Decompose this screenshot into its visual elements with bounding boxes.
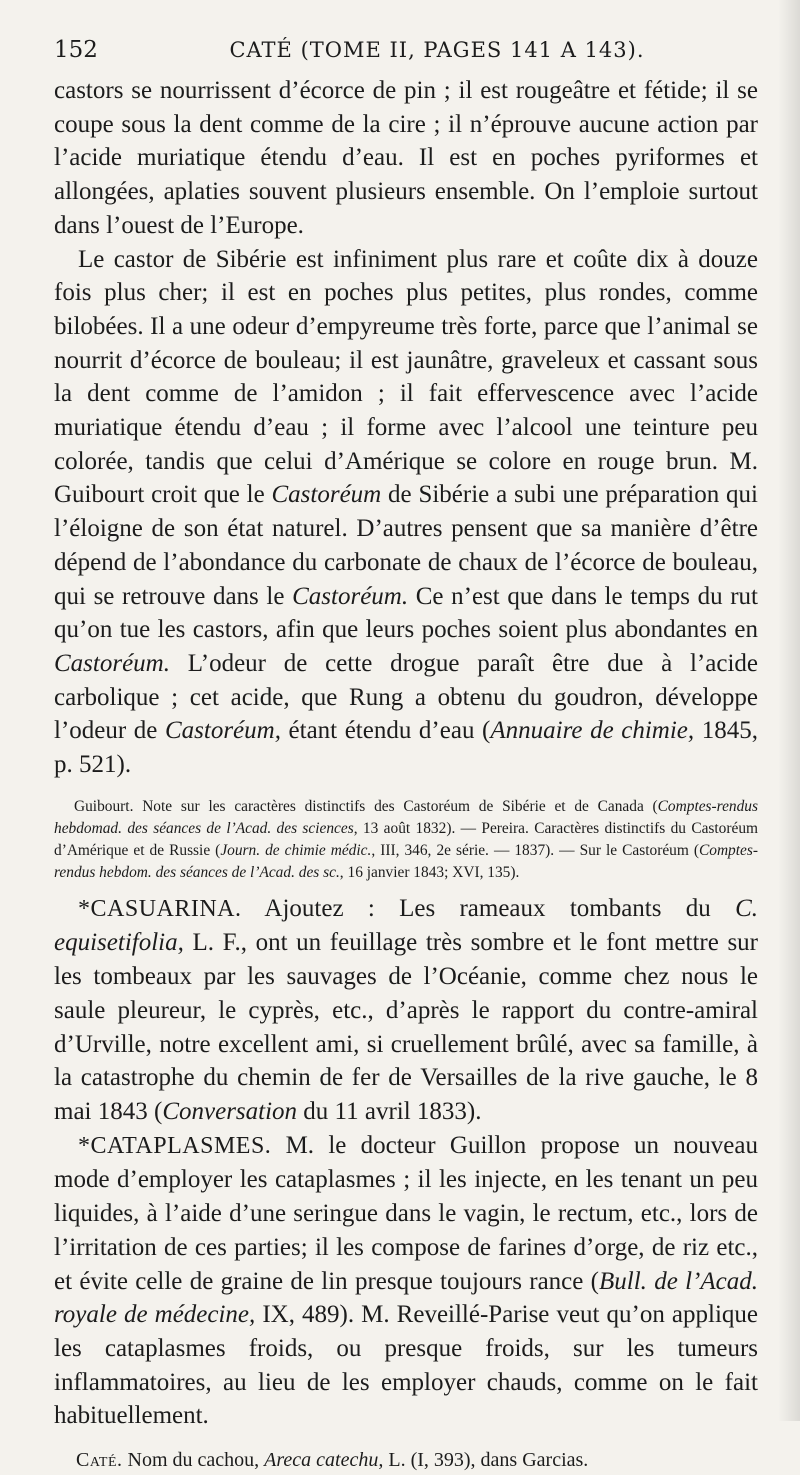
text-run: M. le docteur Guillon propose un nouveau mode d’employer les cataplasmes ; il les injecte, en les tenant un peu liquides, à l’aide d’une seringue dans le vagin, le rectum, etc., lors de l’irritation de ces parties; il les compose de farines d’orge, de riz etc., et évite celle de graine de lin presque toujours rance ( [54, 1131, 758, 1295]
running-head: CATÉ (TOME II, PAGES 141 A 143). [229, 38, 645, 62]
italic-run: C. equisetifolia, [54, 894, 758, 957]
text-run: Nom du cachou, [122, 1449, 265, 1472]
italic-run: Comptes-rendus hebdomad. des séances de l’Acad. des sciences [54, 797, 758, 837]
text-run: Guibourt. Note sur les caractères distinctifs des Castoréum de Sibérie et de Canada ( [74, 797, 658, 815]
italic-run: Castoréum [271, 481, 382, 509]
text-run: Le castor de Sibérie est infiniment plus rare et coûte dix à douze fois plus cher; il est en poches plus petites, plus rondes, comme bilobées. Il a une odeur d’empyreume très forte, parce que l’animal se nourrit d’écorce de bouleau; il est jaunâtre, graveleux et cassant sous la dent comme de l’amidon ; il fait effervescence avec l’acide muriatique étendu d’eau ; il forme avec l’alcool une teinture peu colorée, tandis que celui d’Amérique se colore en rouge brun. M. Guibourt croit que le [54, 245, 758, 509]
entry-title-cate: Caté. [76, 1449, 123, 1472]
text-run: étant étendu d’eau ( [280, 717, 491, 745]
entry-cataplasmes [54, 1129, 758, 1433]
italic-run: Castoréum. [292, 582, 409, 610]
entry-title-cataplasmes: *CATAPLASMES. [78, 1132, 272, 1159]
italic-run: Comptes-rendus hebdom. des séances de l’Acad. des sc. [54, 841, 758, 881]
italic-run: Conversation [162, 1097, 298, 1125]
text-run: Ce n’est que dans le temps du rut qu’on tue les castors, afin que leurs poches soient plus abondantes en [54, 582, 758, 644]
italic-run: Areca catechu, [264, 1449, 384, 1472]
italic-run: Bull. de l’Acad. royale de médecine, [54, 1267, 758, 1329]
text-run: , III, 346, 2e série. — 1837). — Sur le Castoréum ( [371, 841, 699, 859]
text-run: , 16 janvier 1843; XVI, 135). [339, 863, 520, 881]
text-run: L’odeur de cette drogue paraît être due à l’acide carbolique ; cet acide, que Rung a obtenu du goudron, développe l’odeur de [54, 649, 758, 745]
text-run: 1845, p. 521). [54, 717, 758, 779]
page-edge-shadow [778, 0, 800, 1421]
text-run: du 11 avril 1833). [297, 1097, 482, 1125]
italic-run: Journ. de chimie médic. [220, 841, 372, 859]
text-run: , 13 août 1832). — Pereira. Caractères distinctifs du Castoréum d’Amérique et de Russie ( [54, 819, 759, 859]
text-run: de Sibérie a subi une préparation qui l’éloigne de son état naturel. D’autres pensent que sa manière d’être dépend de l’abondance du carbonate de chaux de l’écorce de bouleau, qui se retrouve dans le [54, 481, 758, 610]
italic-run: Annuaire de chimie, [490, 717, 695, 745]
entry-cate [54, 1445, 758, 1475]
text-run: IX, 489). M. Reveillé-Parise veut qu’on applique les cataplasmes froids, ou presque froids, sur les tumeurs inflammatoires, au lieu de les employer chauds, comme on le fait habituellement. [54, 1301, 759, 1430]
entry-casuarina [54, 892, 758, 1129]
page-header [54, 30, 758, 70]
entry-title-casuarina: *CASUARINA. [78, 895, 242, 922]
paragraph-castor-amerique: castors se nourrissent d’écorce de pin ; il est rougeâtre et fétide; il se coupe sous la dent comme de la cire ; il n’éprouve aucune action par l’acide muriatique étendu d’eau. Il est en poches pyriformes et allongées, aplaties souvent plusieurs ensemble. On l’emploie surtout dans l’ouest de l’Europe. [54, 77, 758, 239]
bibliography-note [54, 796, 758, 884]
page-number: 152 [54, 37, 98, 63]
paragraph-castor-siberie [54, 243, 758, 782]
text-run: L. F., ont un feuillage très sombre et le font mettre sur les tombeaux par les sauvages de l’Océanie, comme chez nous le saule pleureur, le cyprès, etc., d’après le rapport du contre-amiral d’Urville, notre excellent ami, si cruellement brûlé, avec sa famille, à la catastrophe du chemin de fer de Versailles de la rive gauche, le 8 mai 1843 ( [54, 929, 758, 1125]
italic-run: Castoréum. [54, 649, 170, 677]
italic-run: Castoréum, [164, 717, 281, 745]
text-run: Ajoutez : Les rameaux tombants du [241, 894, 736, 922]
text-run: L. (I, 393), dans Garcias. [383, 1449, 589, 1472]
